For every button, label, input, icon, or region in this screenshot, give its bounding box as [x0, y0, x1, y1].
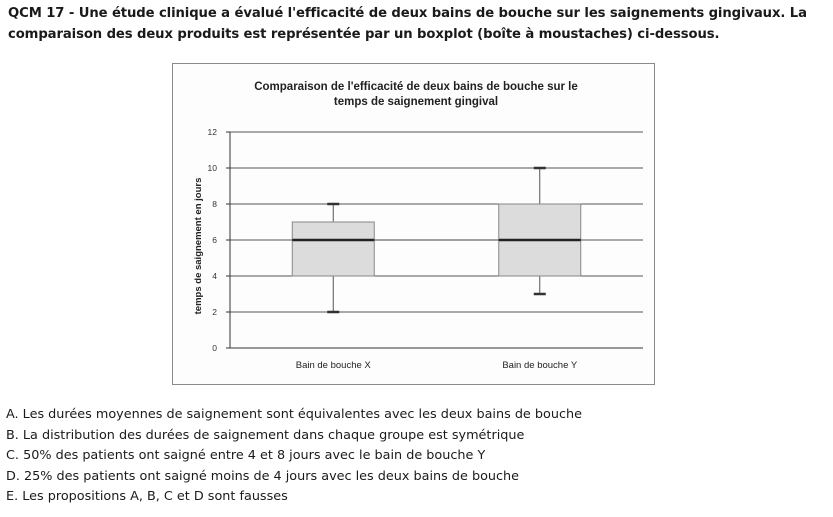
boxplot-svg	[173, 64, 654, 384]
y-tick-label-6: 6	[212, 235, 217, 245]
boxplot-chart	[172, 63, 655, 385]
answer-b[interactable]: B. La distribution des durées de saignement dans chaque groupe est symétrique	[6, 427, 525, 443]
answer-d[interactable]: D. 25% des patients ont saigné moins de 4 jours avec les deux bains de bouche	[6, 468, 520, 484]
answer-a[interactable]: A. Les durées moyennes de saignement sont équivalentes avec les deux bains de bouche	[6, 407, 582, 422]
y-tick-label-12: 12	[207, 127, 217, 137]
answer-c[interactable]: C. 50% des patients ont saigné entre 4 et 8 jours avec le bain de bouche Y	[6, 448, 486, 463]
x-category-label-1: Bain de bouche X	[295, 360, 371, 371]
chart-title-line-1: Comparaison de l'efficacité de deux bains de bouche sur le	[254, 81, 578, 93]
question-text: QCM 17 - Une étude clinique a évalué l'efficacité de deux bains de bouche sur les saignements gingivaux. La comparaison des deux produits est représentée par un boxplot (boîte à moustaches) ci-dessous.	[8, 6, 807, 42]
y-tick-label-0: 0	[212, 343, 217, 353]
chart-title-line-2: temps de saignement gingival	[333, 96, 499, 108]
answer-list	[6, 405, 826, 508]
answer-e[interactable]: E. Les propositions A, B, C et D sont fausses	[6, 489, 288, 504]
box-1	[292, 222, 374, 276]
x-category-label-2: Bain de bouche Y	[502, 360, 578, 371]
y-tick-label-10: 10	[207, 163, 217, 173]
y-tick-label-2: 2	[212, 307, 217, 317]
y-tick-label-4: 4	[212, 271, 217, 281]
y-axis-label: temps de saignement en jours	[193, 177, 204, 315]
y-tick-label-8: 8	[212, 199, 217, 209]
